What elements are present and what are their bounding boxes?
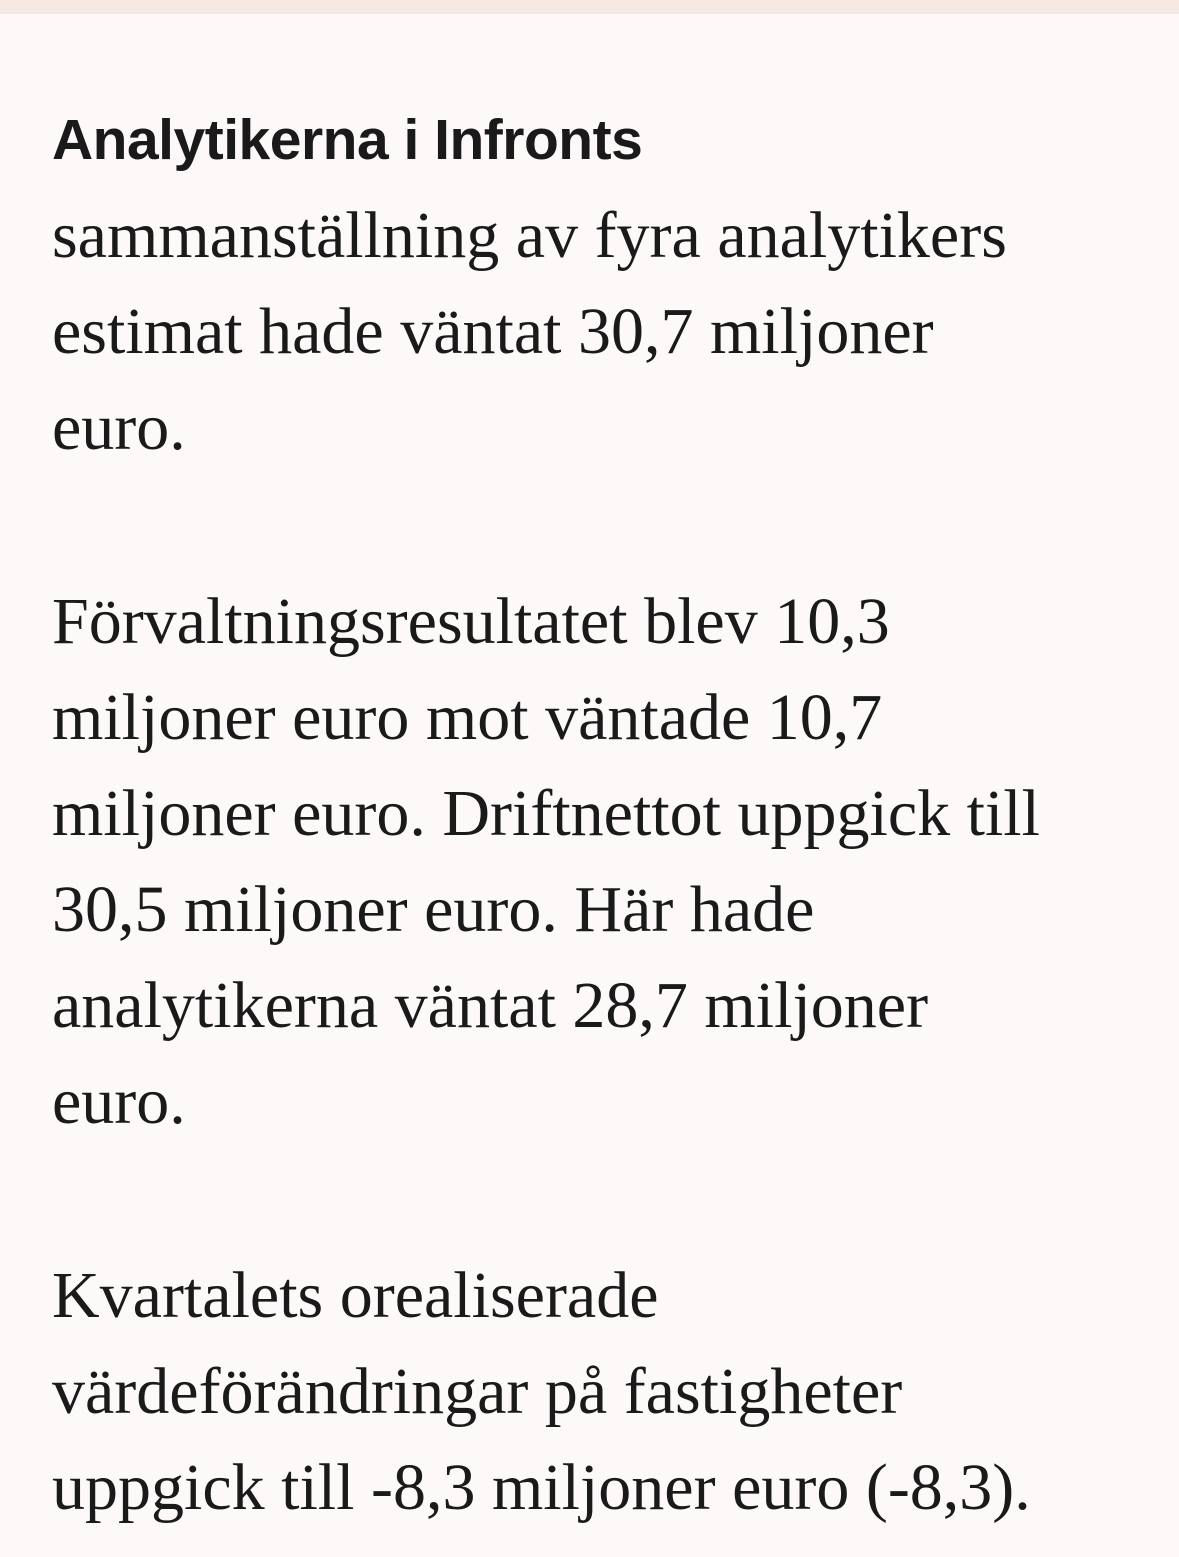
- paragraph-line: Kvartalets orealiserade: [52, 1259, 659, 1332]
- top-header-strip: [0, 0, 1179, 14]
- paragraph-line: sammanställning av fyra analytikers: [52, 199, 1007, 272]
- article-body: [52, 92, 1142, 1536]
- paragraph-line: värdeförändringar på fastigheter: [52, 1355, 903, 1428]
- paragraph-line: euro.: [52, 391, 186, 464]
- paragraph-line: miljoner euro mot väntade 10,7: [52, 681, 883, 754]
- bold-lead-text: Analytikerna i Infronts: [52, 108, 643, 172]
- paragraph-line: estimat hade väntat 30,7 miljoner: [52, 295, 934, 368]
- paragraph-line: uppgick till -8,3 miljoner euro (-8,3).: [52, 1451, 1031, 1524]
- paragraph-results: [52, 574, 1142, 1150]
- paragraph-estimates: [52, 92, 1142, 476]
- paragraph-line: Förvaltningsresultatet blev 10,3: [52, 585, 890, 658]
- paragraph-value-changes: [52, 1248, 1142, 1536]
- paragraph-line: 30,5 miljoner euro. Här hade: [52, 873, 815, 946]
- paragraph-line: miljoner euro. Driftnettot uppgick till: [52, 777, 1040, 850]
- paragraph-line: analytikerna väntat 28,7 miljoner: [52, 969, 929, 1042]
- paragraph-line: euro.: [52, 1065, 186, 1138]
